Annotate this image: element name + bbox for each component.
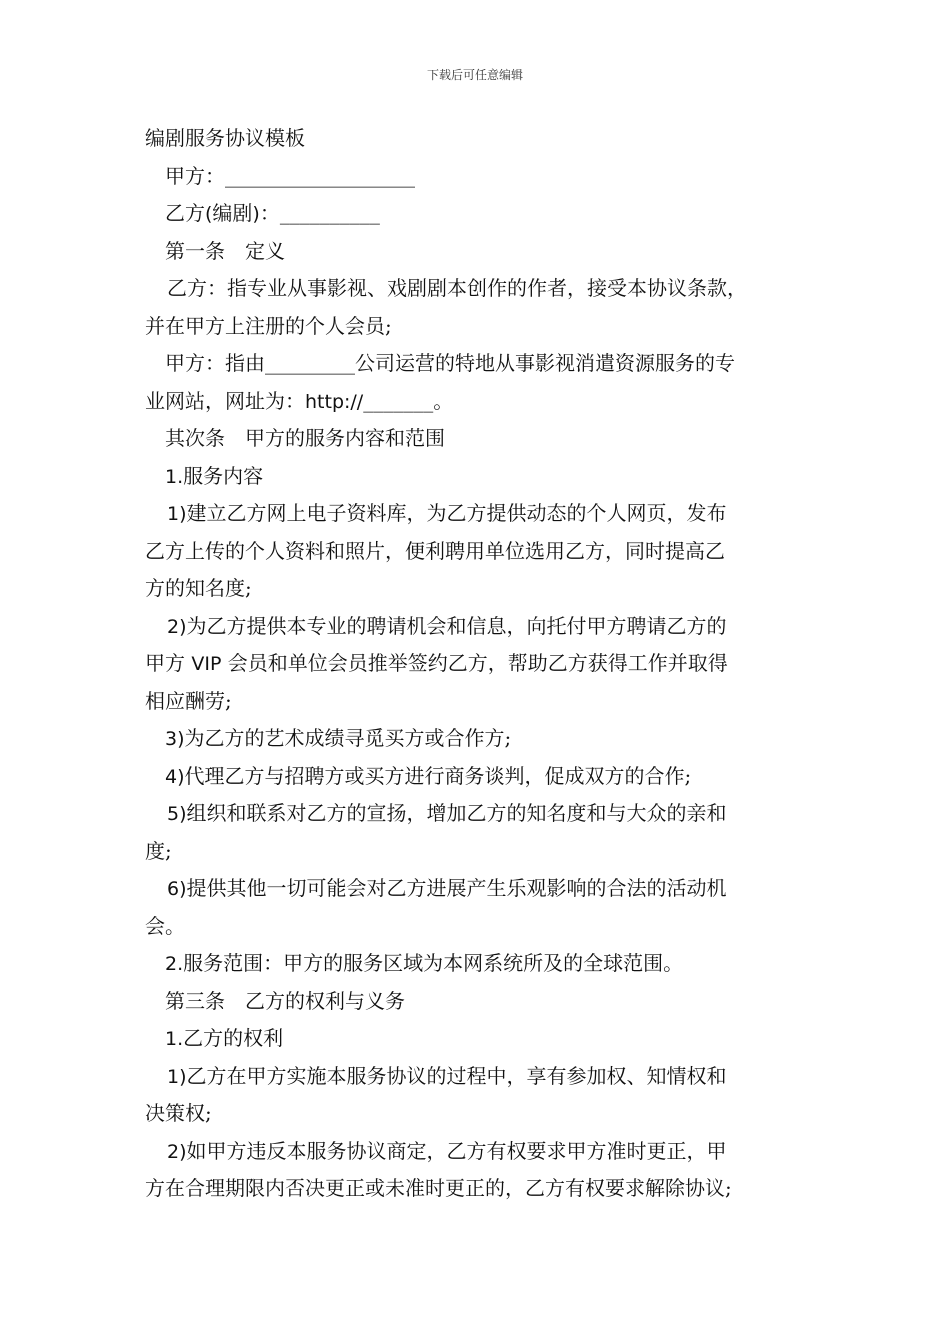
text-line: 1)乙方在甲方实施本服务协议的过程中，享有参加权、知情权和 [167, 1063, 727, 1088]
text-line: 2.服务范围：甲方的服务区域为本网系统所及的全球范围。 [165, 951, 684, 975]
text-line: 甲方：___________________ [165, 163, 415, 188]
text-line: 方的知名度; [145, 576, 252, 600]
text-line: 5)组织和联系对乙方的宣扬，增加乙方的知名度和与大众的亲和 [167, 801, 727, 825]
text-line: 2)为乙方提供本专业的聘请机会和信息，向托付甲方聘请乙方的 [167, 613, 727, 638]
text-line: 业网站，网址为：http://_______。 [145, 388, 454, 413]
text-line: 其次条 甲方的服务内容和范围 [165, 426, 445, 450]
text-line: 1)建立乙方网上电子资料库，为乙方提供动态的个人网页，发布 [167, 501, 727, 525]
text-line: 乙方：指专业从事影视、戏剧剧本创作的作者，接受本协议条款， [167, 276, 747, 300]
text-line: 相应酬劳; [145, 688, 232, 713]
text-line: 1.乙方的权利 [165, 1026, 284, 1050]
text-line: 甲方 VIP 会员和单位会员推举签约乙方，帮助乙方获得工作并取得 [145, 651, 728, 675]
text-line: 度; [145, 838, 172, 863]
text-line: 决策权; [145, 1101, 212, 1125]
text-line: 会。 [145, 913, 185, 938]
text-line: 甲方：指由_________公司运营的特地从事影视消遣资源服务的专 [165, 351, 735, 375]
text-line: 并在甲方上注册的个人会员; [145, 313, 392, 338]
text-line: 方在合理期限内否决更正或未准时更正的，乙方有权要求解除协议; [145, 1176, 732, 1200]
text-line: 4)代理乙方与招聘方或买方进行商务谈判，促成双方的合作; [165, 763, 692, 788]
text-line: 第三条 乙方的权利与义务 [165, 988, 405, 1013]
text-line: 6)提供其他一切可能会对乙方进展产生乐观影响的合法的活动机 [167, 876, 727, 900]
text-line: 第一条 定义 [165, 238, 285, 263]
text-line: 乙方上传的个人资料和照片，便利聘用单位选用乙方，同时提高乙 [145, 538, 725, 563]
text-line: 2)如甲方违反本服务协议商定，乙方有权要求甲方准时更正，甲 [167, 1138, 727, 1163]
document-body [145, 120, 815, 1208]
text-line: 3)为乙方的艺术成绩寻觅买方或合作方; [165, 726, 512, 750]
text-line: 乙方(编剧)：__________ [165, 201, 380, 225]
page-header: 下载后可任意编辑 [426, 68, 523, 82]
text-line: 编剧服务协议模板 [145, 126, 305, 150]
text-line: 1.服务内容 [165, 463, 264, 488]
